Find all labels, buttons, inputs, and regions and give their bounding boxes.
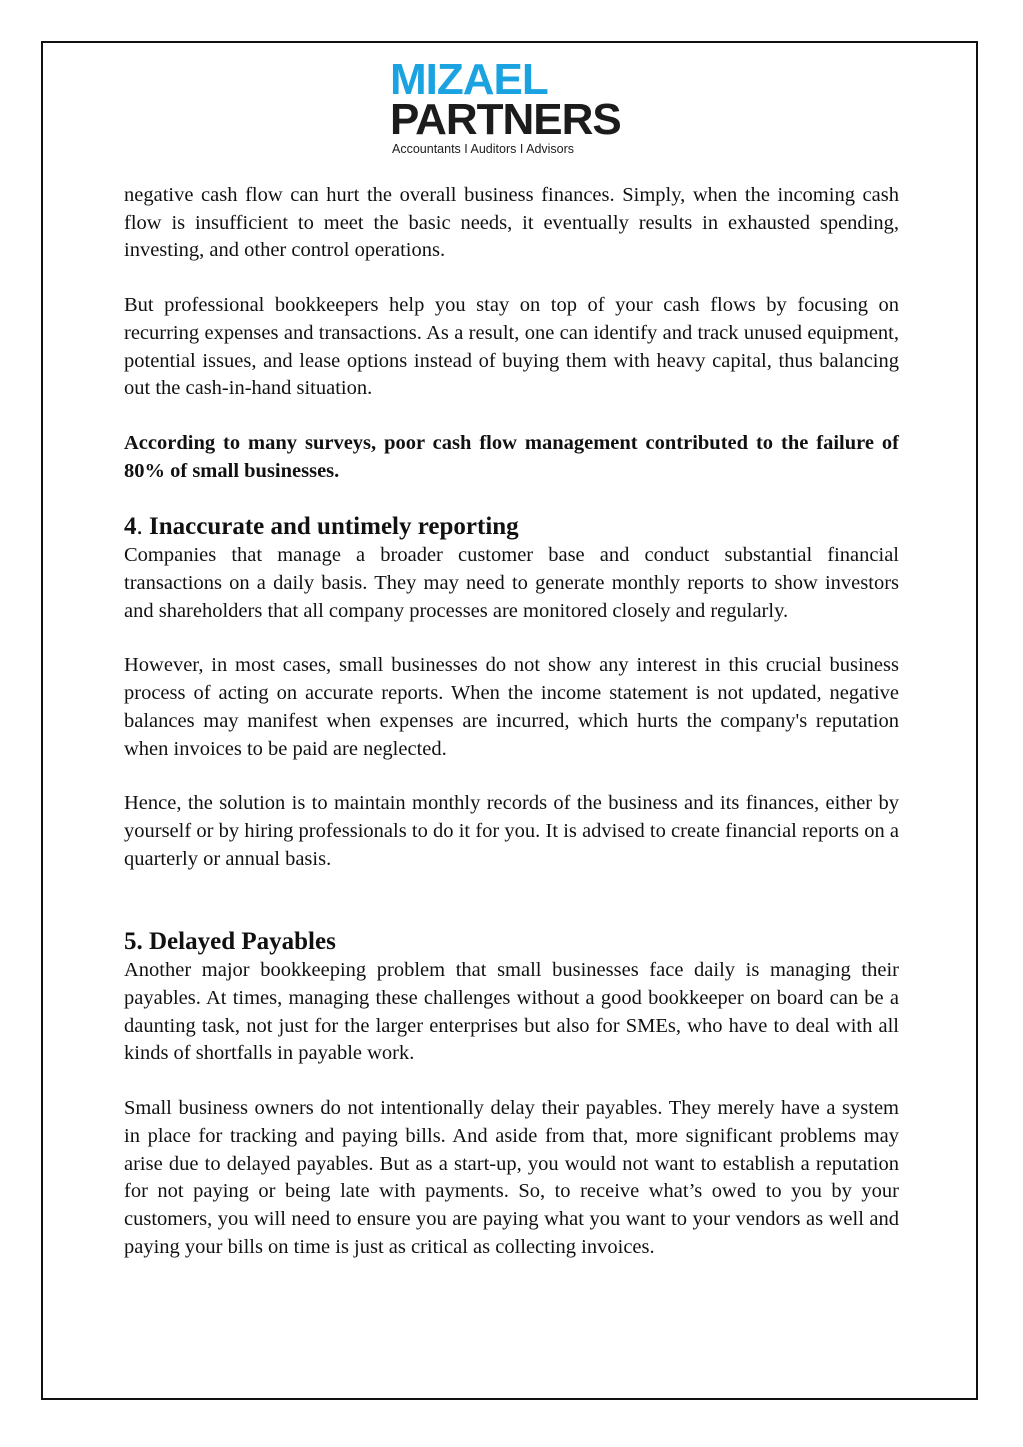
section-4-separator: . [136, 513, 143, 541]
section-4-title: Inaccurate and untimely reporting [142, 513, 519, 541]
section-4-paragraph-2: However, in most cases, small businesses do not show any interest in this crucial business process of acting on accurate reports. When the income statement is not updated, negative balances may manifest when expenses are incurred, which hurts the company's reputation when invoices to be paid are neglected. [124, 654, 899, 760]
section-5-paragraph-2: Small business owners do not intentionally delay their payables. They merely have a system in place for tracking and paying bills. And aside from that, more significant problems may arise due to delayed payables. But as a start-up, you would not want to establish a reputation for not paying or being late with payments. So, to receive what’s owed to you by your customers, you will need to ensure you are paying what you want to your vendors as well and paying your bills on time is just as critical as collecting invoices. [124, 1097, 899, 1258]
logo-tagline: Accountants I Auditors I Advisors [392, 142, 575, 156]
section-4-paragraph-3: Hence, the solution is to maintain monthly records of the business and its finances, either by yourself or by hiring professionals to do it for you. It is advised to create financial reports on a quarterly or annual basis. [124, 792, 899, 870]
section-4-number: 4 [124, 513, 137, 541]
paragraph-intro-2: But professional bookkeepers help you stay on top of your cash flows by focusing on recurring expenses and transactions. As a result, one can identify and track unused equipment, potential issues, and lease options instead of buying them with heavy capital, thus balancing out the cash-in-hand situation. [124, 294, 899, 400]
section-4-paragraph-1: Companies that manage a broader customer base and conduct substantial financial transactions on a daily basis. They may need to generate monthly reports to show investors and shareholders that all company processes are monitored closely and regularly. [124, 544, 899, 622]
logo-word-mizael: MIZAEL [390, 55, 548, 104]
document-body [124, 182, 899, 1288]
section-5-paragraph-1: Another major bookkeeping problem that small businesses face daily is managing their payables. At times, managing these challenges without a good bookkeeper on board can be a daunting task, not just for the larger enterprises but also for SMEs, who have to deal with all kinds of shortfalls in payable work. [124, 959, 899, 1065]
section-spacer [124, 900, 899, 927]
section-4-heading [124, 512, 899, 542]
highlight-statistic: According to many surveys, poor cash flow management contributed to the failure of 80% of small businesses. [124, 431, 899, 482]
paragraph-intro-1: negative cash flow can hurt the overall business finances. Simply, when the incoming cash flow is insufficient to meet the basic needs, it eventually results in exhausted spending, investing, and other control operations. [124, 184, 899, 262]
company-logo [390, 55, 635, 160]
logo-word-partners: PARTNERS [390, 95, 621, 144]
section-5-heading: 5. Delayed Payables [124, 928, 336, 956]
